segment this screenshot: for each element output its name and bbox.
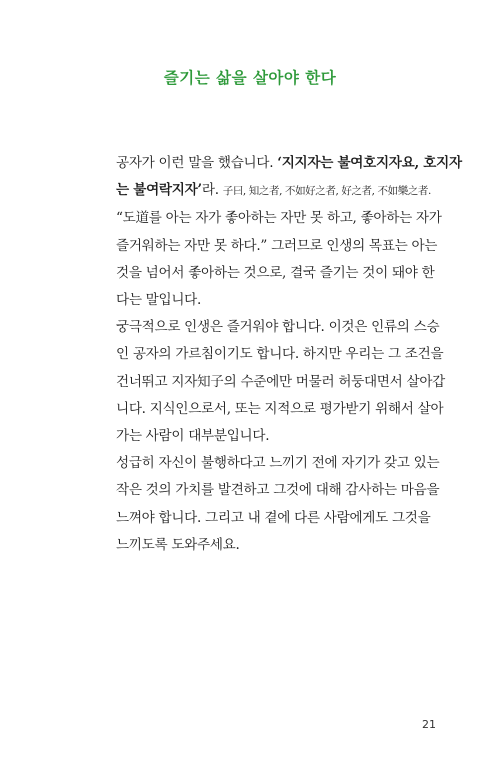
text-line: “도道를 아는 자가 좋아하는 자만 못 하고, 좋아하는 자가 [116,210,442,227]
paragraph-translation [116,205,442,314]
bold-quote: ‘지지자는 불여호지자요, 호지자 [277,155,462,171]
paragraph-quote-intro [116,150,462,205]
text-line: 니다. 지식인으로서, 또는 지적으로 평가받기 위해서 살아 [116,400,444,417]
hanja-quote: 子曰, 知之者, 不如好之者, 好之者, 不如樂之者. [222,185,431,198]
text-line: 건너뛰고 지자知子의 수준에만 머물러 허둥대면서 살아갑 [116,373,445,390]
text-line: 느끼도록 도와주세요. [116,536,240,553]
text-line [116,177,431,205]
paragraph-ultimate [116,314,445,450]
text-line: 것을 넘어서 좋아하는 것으로, 결국 즐기는 것이 돼야 한 [116,264,435,281]
text-line: 다는 말입니다. [116,292,202,309]
text-span: 라. [201,182,223,199]
text-line [116,150,462,177]
text-line: 성급히 자신이 불행하다고 느끼기 전에 자기가 갖고 있는 [116,455,440,472]
bold-quote: 는 불여락지자’ [116,182,202,199]
body-text [116,150,462,559]
text-span: 공자가 이런 말을 했습니다. [116,155,278,171]
text-line: 작은 것의 가치를 발견하고 그것에 대해 감사하는 마음을 [116,482,440,499]
page-number: 21 [422,718,436,731]
text-line: 느껴야 합니다. 그리고 내 곁에 다른 사람에게도 그것을 [116,509,431,526]
text-line: 인 공자의 가르침이기도 합니다. 하지만 우리는 그 조건을 [116,346,444,363]
text-line: 즐거워하는 자만 못 하다.” 그러므로 인생의 목표는 아는 [116,237,438,254]
chapter-title: 즐기는 삶을 살아야 한다 [163,69,337,87]
paragraph-gratitude [116,450,440,559]
text-line: 궁극적으로 인생은 즐거워야 합니다. 이것은 인류의 스승 [116,319,440,336]
text-line: 가는 사람이 대부분입니다. [116,428,270,445]
